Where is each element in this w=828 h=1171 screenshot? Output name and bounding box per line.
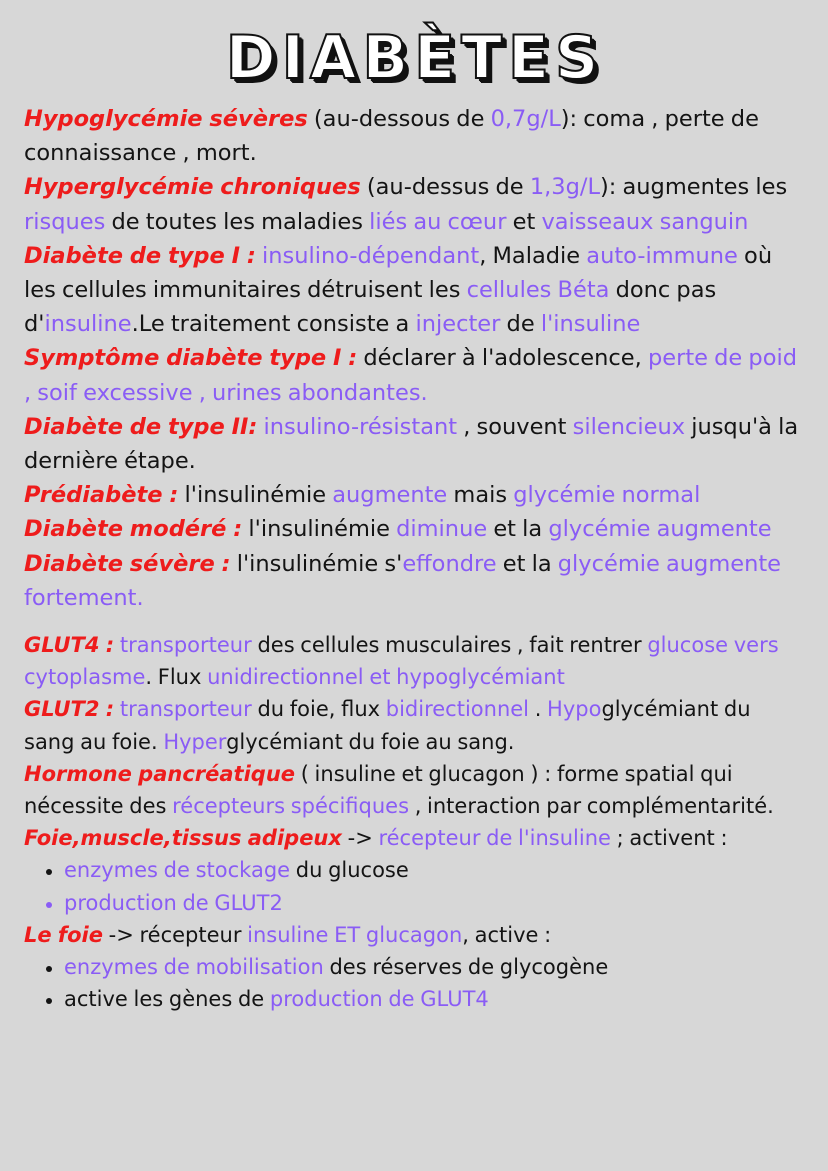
transport-section xyxy=(24,629,806,1015)
list-item xyxy=(64,983,806,1015)
body-text: ; activent : xyxy=(610,826,728,851)
bullet-list-list2 xyxy=(24,951,806,1015)
highlight-text: glycémie augmente fortement. xyxy=(24,550,782,611)
body-text: des réserves de glycogène xyxy=(323,955,609,980)
paragraph-symptome xyxy=(24,341,806,409)
body-text: du glucose xyxy=(290,858,409,883)
highlight-text: enzymes de stockage xyxy=(64,858,291,883)
paragraph-severe xyxy=(24,547,806,615)
highlight-text: augmente xyxy=(332,482,448,509)
highlight-text: risques xyxy=(24,208,106,235)
paragraph-glut2 xyxy=(24,693,806,757)
body-text: l'insulinémie s' xyxy=(230,550,403,577)
body-text: de xyxy=(500,311,541,338)
definitions-section xyxy=(24,102,806,615)
highlight-text: perte de poid , soif excessive , urines abondantes. xyxy=(24,345,797,406)
list-item xyxy=(64,854,806,886)
body-text: de toutes les maladies xyxy=(105,208,370,235)
highlight-text: bidirectionnel xyxy=(385,697,530,722)
list-item xyxy=(64,951,806,983)
body-text: -> xyxy=(341,826,379,851)
term-heading: Diabète modéré : xyxy=(24,516,243,543)
paragraph-le-foie xyxy=(24,919,806,951)
highlight-text: insulino-résistant xyxy=(263,413,458,440)
highlight-text: Hypo xyxy=(547,697,602,722)
term-heading: Hormone pancréatique xyxy=(24,761,296,786)
body-text: , active : xyxy=(462,922,552,947)
highlight-text: cellules Béta xyxy=(466,277,610,304)
paragraph-hyper xyxy=(24,170,806,238)
paragraph-type2 xyxy=(24,410,806,478)
highlight-text: l'insuline xyxy=(540,311,641,338)
paragraph-prediabete xyxy=(24,478,806,512)
highlight-text: enzymes de mobilisation xyxy=(64,955,324,980)
body-text: et la xyxy=(496,550,558,577)
highlight-text: effondre xyxy=(402,550,497,577)
body-text: mais xyxy=(447,482,514,509)
highlight-text: vaisseaux sanguin xyxy=(541,208,749,235)
body-text: l'insulinémie xyxy=(178,482,333,509)
term-heading: Hypoglycémie sévères xyxy=(24,106,308,132)
list-item xyxy=(64,887,806,919)
term-heading: GLUT4 : xyxy=(24,633,115,658)
body-text: -> récepteur xyxy=(102,922,248,947)
highlight-text: silencieux xyxy=(572,413,686,440)
highlight-text: injecter xyxy=(415,311,501,338)
body-text: glycémiant du foie au sang. xyxy=(226,729,515,754)
body-text: ): augmentes les xyxy=(600,174,788,201)
body-text: l'insulinémie xyxy=(242,516,397,543)
highlight-text: insulino-dépendant xyxy=(261,242,480,269)
body-text: jusqu'à la dernière étape. xyxy=(24,413,799,475)
body-text: . xyxy=(529,697,548,722)
highlight-text: transporteur xyxy=(119,697,252,722)
bullet-list-list1 xyxy=(24,854,806,918)
body-text: et la xyxy=(487,516,549,543)
body-text: et xyxy=(506,208,542,235)
highlight-text: insuline ET glucagon xyxy=(247,922,463,947)
body-text: glycémiant du sang au foie. xyxy=(24,697,751,754)
highlight-text: auto-immune xyxy=(586,242,738,269)
body-text: (au-dessus de xyxy=(360,174,530,201)
term-heading: Prédiabète : xyxy=(24,482,179,509)
highlight-text: 1,3g/L xyxy=(529,174,600,201)
body-text: . Flux xyxy=(145,665,208,690)
body-text: ): coma , perte de connaissance , mort. xyxy=(24,106,759,167)
paragraph-hormone xyxy=(24,758,806,822)
body-text: du foie, flux xyxy=(251,697,386,722)
page-title: DIABÈTES xyxy=(225,23,605,93)
paragraph-foie-muscle xyxy=(24,822,806,854)
body-text: , Maladie xyxy=(479,242,587,269)
highlight-text: production de GLUT2 xyxy=(64,890,283,915)
section-gap xyxy=(24,615,806,629)
paragraph-hypo xyxy=(24,102,806,170)
body-text: des cellules musculaires , fait rentrer xyxy=(251,633,648,658)
term-heading: Diabète sévère : xyxy=(24,550,231,577)
term-heading: Hyperglycémie chroniques xyxy=(24,174,361,201)
highlight-text: diminue xyxy=(396,516,488,543)
body-text: déclarer à l'adolescence, xyxy=(357,345,648,372)
highlight-text: 0,7g/L xyxy=(490,106,561,132)
term-heading: Symptôme diabète type I : xyxy=(24,345,358,372)
highlight-text: insuline xyxy=(44,311,132,338)
body-text: (au-dessous de xyxy=(307,106,491,132)
body-text: où les cellules immunitaires détruisent les xyxy=(24,242,773,304)
body-text: active les gènes de xyxy=(64,987,270,1012)
paragraph-glut4 xyxy=(24,629,806,693)
highlight-text: glucose vers cytoplasme xyxy=(24,633,779,690)
highlight-text: glycémie augmente xyxy=(548,516,772,543)
highlight-text: Hyper xyxy=(163,729,227,754)
highlight-text: liés au cœur xyxy=(369,208,507,235)
term-heading: Le foie xyxy=(24,922,103,947)
term-heading: Foie,muscle,tissus adipeux xyxy=(24,826,342,851)
body-text: ( insuline et glucagon ) : forme spatial qui nécessite des xyxy=(24,761,733,819)
term-heading: Diabète de type II: xyxy=(24,413,258,440)
term-heading: Diabète de type I : xyxy=(24,242,256,269)
highlight-text: production de GLUT4 xyxy=(269,987,489,1012)
highlight-text: récepteur de l'insuline xyxy=(378,826,611,851)
highlight-text: récepteurs spécifiques xyxy=(172,794,410,819)
paragraph-type1 xyxy=(24,239,806,342)
highlight-text: transporteur xyxy=(119,633,252,658)
highlight-text: glycémie normal xyxy=(513,482,701,509)
body-text: donc pas d' xyxy=(24,277,717,338)
body-text: .Le traitement consiste a xyxy=(131,311,416,338)
highlight-text: unidirectionnel et hypoglycémiant xyxy=(207,665,565,690)
body-text: , souvent xyxy=(457,413,573,440)
term-heading: GLUT2 : xyxy=(24,697,115,722)
body-text: , interaction par complémentarité. xyxy=(409,794,774,819)
paragraph-modere xyxy=(24,512,806,546)
